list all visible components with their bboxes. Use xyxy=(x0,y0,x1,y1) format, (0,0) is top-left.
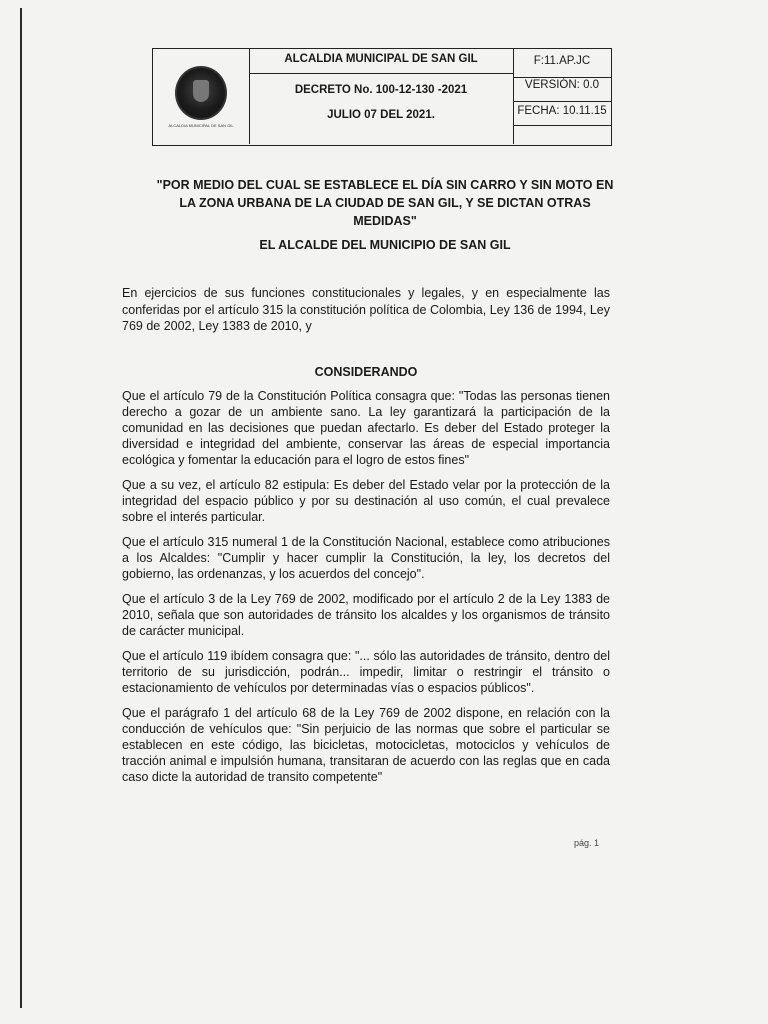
institution-name: ALCALDIA MUNICIPAL DE SAN GIL xyxy=(249,53,513,74)
consideration-paragraph: Que a su vez, el artículo 82 estipula: Es deber del Estado velar por la protección de la integridad del espacio público y por su destinación al uso común, el cual prevalece sobre el interés particular. xyxy=(122,478,610,524)
form-date: FECHA: 10.11.15 xyxy=(513,105,611,126)
municipal-seal-icon xyxy=(175,66,227,120)
document-header xyxy=(152,48,612,146)
consideration-paragraph: Que el artículo 119 ibídem consagra que: "... sólo las autoridades de tránsito, dentro del territorio de su jurisdicción, podrán... impedir, limitar o restringir el tránsito o estacionamiento de vehículos por determinadas vías o espacios públicos". xyxy=(122,649,610,695)
seal-caption: ALCALDIA MUNICIPAL DE SAN GIL xyxy=(168,122,234,128)
consideration-paragraph: Que el artículo 79 de la Constitución Política consagra que: "Todas las personas tienen derecho a gozar de un ambiente sano. La ley garantizará la participación de la comunidad en las decisiones que puedan afectarlo. Es deber del Estado proteger la diversidad e integridad del ambiente, conservar las áreas de especial importancia ecológica y fomentar la educación para el logro de estos fines" xyxy=(122,389,610,467)
header-meta xyxy=(513,49,611,144)
margin-rule xyxy=(20,8,22,1008)
decree-date: JULIO 07 DEL 2021. xyxy=(327,109,435,121)
decree-title: "POR MEDIO DEL CUAL SE ESTABLECE EL DÍA SIN CARRO Y SIN MOTO EN LA ZONA URBANA DE LA CIUDAD DE SAN GIL, Y SE DICTAN OTRAS MEDIDAS" xyxy=(156,178,614,228)
logo-cell xyxy=(153,49,250,144)
consideration-paragraph: Que el artículo 315 numeral 1 de la Constitución Nacional, establece como atribuciones a los Alcaldes: "Cumplir y hacer cumplir la Constitución, la ley, los decretos del gobierno, las ordenanzas, y los acuerdos del concejo". xyxy=(122,535,610,581)
consideration-paragraph: Que el artículo 3 de la Ley 769 de 2002, modificado por el artículo 2 de la Ley 1383 de 2010, señala que son autoridades de tránsito los alcaldes y los organismos de tránsito de carácter municipal. xyxy=(122,592,610,638)
form-code: F:11.AP.JC xyxy=(513,55,611,78)
preamble: En ejercicios de sus funciones constitucionales y legales, y en especialmente las conferidas por el artículo 315 la constitución política de Colombia, Ley 136 de 1994, Ley 769 de 2002, Ley 1383 de 2010, y xyxy=(122,286,610,333)
considerando-heading: CONSIDERANDO xyxy=(314,365,418,379)
considerations-list xyxy=(122,388,610,794)
header-center xyxy=(249,49,514,144)
version: VERSIÓN: 0.0 xyxy=(513,79,611,102)
decree-number: DECRETO No. 100-12-130 -2021 xyxy=(294,84,468,96)
page-number: pág. 1 xyxy=(574,838,600,848)
consideration-paragraph: Que el parágrafo 1 del artículo 68 de la Ley 769 de 2002 dispone, en relación con la conducción de vehículos que: "Sin perjuicio de las normas que sobre el particular se establecen en este código, las bicicletas, motocicletas, motociclos y vehículos de tracción animal e impulsión humana, transitaran de acuerdo con las reglas que en cada caso dicte la autoridad de transito competente" xyxy=(122,706,610,784)
issuer-heading: EL ALCALDE DEL MUNICIPIO DE SAN GIL xyxy=(259,238,511,252)
